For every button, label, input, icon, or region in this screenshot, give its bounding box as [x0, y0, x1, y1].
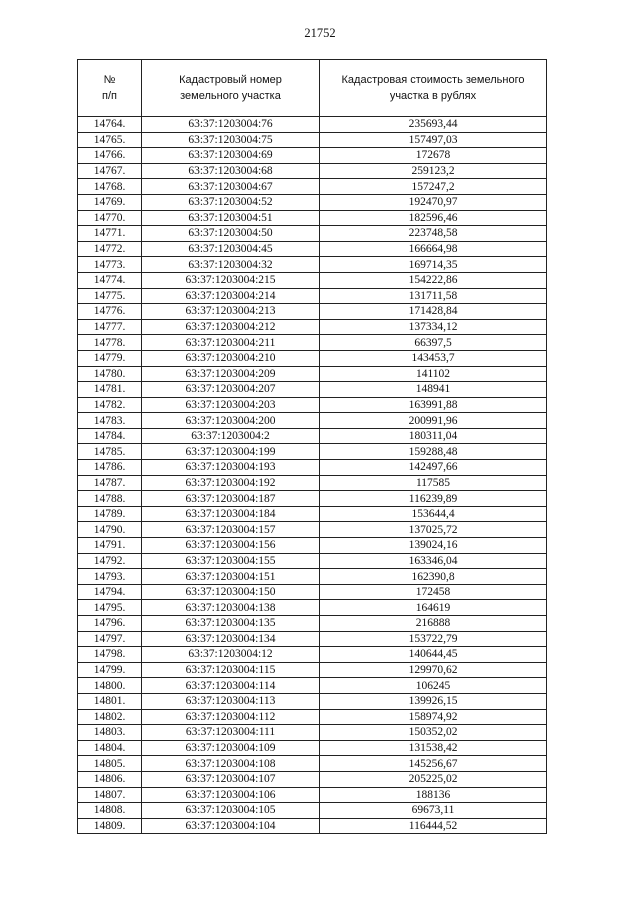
cadastral-value-cell: 69673,11: [320, 803, 547, 819]
cadastral-number-cell: 63:37:1203004:104: [142, 818, 320, 834]
cadastral-number-cell: 63:37:1203004:151: [142, 569, 320, 585]
row-number-cell: 14792.: [78, 553, 142, 569]
table-row: [78, 740, 547, 756]
cadastral-value-cell: 157247,2: [320, 179, 547, 195]
cadastral-number-cell: 63:37:1203004:106: [142, 787, 320, 803]
cadastral-value-cell: 235693,44: [320, 117, 547, 133]
cadastral-value-cell: 129970,62: [320, 662, 547, 678]
cadastral-value-cell: 180311,04: [320, 428, 547, 444]
row-number-cell: 14783.: [78, 413, 142, 429]
row-number-cell: 14769.: [78, 194, 142, 210]
table-row: [78, 600, 547, 616]
cadastral-value-cell: 137025,72: [320, 522, 547, 538]
cadastral-number-cell: 63:37:1203004:211: [142, 335, 320, 351]
cadastral-number-cell: 63:37:1203004:50: [142, 226, 320, 242]
table-row: [78, 179, 547, 195]
table-row: [78, 725, 547, 741]
cadastral-number-cell: 63:37:1203004:112: [142, 709, 320, 725]
row-number-cell: 14774.: [78, 272, 142, 288]
cadastral-value-cell: 142497,66: [320, 460, 547, 476]
cadastral-number-cell: 63:37:1203004:199: [142, 444, 320, 460]
table-row: [78, 444, 547, 460]
cadastral-value-cell: 66397,5: [320, 335, 547, 351]
row-number-cell: 14778.: [78, 335, 142, 351]
cadastral-value-cell: 106245: [320, 678, 547, 694]
table-row: [78, 132, 547, 148]
cadastral-value-table: [77, 59, 547, 834]
cadastral-value-cell: 140644,45: [320, 647, 547, 663]
row-number-cell: 14806.: [78, 771, 142, 787]
row-number-cell: 14775.: [78, 288, 142, 304]
header-cadastral-number: Кадастровый номер земельного участка: [142, 60, 320, 117]
cadastral-value-cell: 192470,97: [320, 194, 547, 210]
table-row: [78, 506, 547, 522]
row-number-cell: 14765.: [78, 132, 142, 148]
row-number-cell: 14794.: [78, 584, 142, 600]
table-row: [78, 475, 547, 491]
cadastral-value-cell: 143453,7: [320, 350, 547, 366]
row-number-cell: 14766.: [78, 148, 142, 164]
cadastral-number-cell: 63:37:1203004:51: [142, 210, 320, 226]
cadastral-number-cell: 63:37:1203004:113: [142, 693, 320, 709]
cadastral-number-cell: 63:37:1203004:209: [142, 366, 320, 382]
cadastral-value-cell: 172458: [320, 584, 547, 600]
table-row: [78, 335, 547, 351]
cadastral-number-cell: 63:37:1203004:105: [142, 803, 320, 819]
table-row: [78, 117, 547, 133]
cadastral-value-cell: 116444,52: [320, 818, 547, 834]
cadastral-number-cell: 63:37:1203004:157: [142, 522, 320, 538]
table-row: [78, 319, 547, 335]
cadastral-number-cell: 63:37:1203004:187: [142, 491, 320, 507]
page-number: 21752: [304, 26, 336, 40]
cadastral-number-cell: 63:37:1203004:52: [142, 194, 320, 210]
cadastral-number-cell: 63:37:1203004:203: [142, 397, 320, 413]
cadastral-number-cell: 63:37:1203004:213: [142, 304, 320, 320]
row-number-cell: 14791.: [78, 538, 142, 554]
table-row: [78, 350, 547, 366]
cadastral-value-cell: 137334,12: [320, 319, 547, 335]
cadastral-number-cell: 63:37:1203004:184: [142, 506, 320, 522]
table-row: [78, 818, 547, 834]
row-number-cell: 14809.: [78, 818, 142, 834]
cadastral-value-cell: 182596,46: [320, 210, 547, 226]
cadastral-value-cell: 164619: [320, 600, 547, 616]
table-row: [78, 257, 547, 273]
row-number-cell: 14808.: [78, 803, 142, 819]
row-number-cell: 14789.: [78, 506, 142, 522]
cadastral-number-cell: 63:37:1203004:212: [142, 319, 320, 335]
cadastral-number-cell: 63:37:1203004:193: [142, 460, 320, 476]
table-row: [78, 413, 547, 429]
table-row: [78, 491, 547, 507]
table-row: [78, 148, 547, 164]
table-row: [78, 771, 547, 787]
row-number-cell: 14772.: [78, 241, 142, 257]
row-number-cell: 14804.: [78, 740, 142, 756]
cadastral-value-cell: 166664,98: [320, 241, 547, 257]
cadastral-value-cell: 259123,2: [320, 163, 547, 179]
cadastral-value-cell: 139926,15: [320, 693, 547, 709]
cadastral-number-cell: 63:37:1203004:134: [142, 631, 320, 647]
row-number-cell: 14776.: [78, 304, 142, 320]
cadastral-number-cell: 63:37:1203004:68: [142, 163, 320, 179]
cadastral-number-cell: 63:37:1203004:155: [142, 553, 320, 569]
cadastral-number-cell: 63:37:1203004:138: [142, 600, 320, 616]
cadastral-number-cell: 63:37:1203004:69: [142, 148, 320, 164]
row-number-cell: 14798.: [78, 647, 142, 663]
row-number-cell: 14805.: [78, 756, 142, 772]
table-row: [78, 460, 547, 476]
cadastral-value-cell: 141102: [320, 366, 547, 382]
header-row-number: № п/п: [78, 60, 142, 117]
cadastral-value-cell: 171428,84: [320, 304, 547, 320]
row-number-cell: 14790.: [78, 522, 142, 538]
table-body: [78, 117, 547, 834]
cadastral-number-cell: 63:37:1203004:32: [142, 257, 320, 273]
table-row: [78, 366, 547, 382]
table-row: [78, 241, 547, 257]
cadastral-number-cell: 63:37:1203004:200: [142, 413, 320, 429]
table-row: [78, 709, 547, 725]
table-row: [78, 569, 547, 585]
cadastral-value-cell: 223748,58: [320, 226, 547, 242]
cadastral-number-cell: 63:37:1203004:156: [142, 538, 320, 554]
row-number-cell: 14803.: [78, 725, 142, 741]
table-row: [78, 163, 547, 179]
table-row: [78, 647, 547, 663]
header-cadastral-value: Кадастровая стоимость земельного участка в рублях: [320, 60, 547, 117]
cadastral-number-cell: 63:37:1203004:107: [142, 771, 320, 787]
table-row: [78, 584, 547, 600]
cadastral-value-cell: 205225,02: [320, 771, 547, 787]
cadastral-number-cell: 63:37:1203004:45: [142, 241, 320, 257]
cadastral-value-cell: 153722,79: [320, 631, 547, 647]
table-row: [78, 803, 547, 819]
row-number-cell: 14807.: [78, 787, 142, 803]
row-number-cell: 14801.: [78, 693, 142, 709]
cadastral-number-cell: 63:37:1203004:114: [142, 678, 320, 694]
cadastral-value-cell: 157497,03: [320, 132, 547, 148]
cadastral-value-cell: 145256,67: [320, 756, 547, 772]
row-number-cell: 14784.: [78, 428, 142, 444]
cadastral-number-cell: 63:37:1203004:75: [142, 132, 320, 148]
table-row: [78, 397, 547, 413]
table-row: [78, 522, 547, 538]
table-row: [78, 756, 547, 772]
table-row: [78, 226, 547, 242]
table-header-row: [78, 60, 547, 117]
cadastral-value-cell: 158974,92: [320, 709, 547, 725]
row-number-cell: 14797.: [78, 631, 142, 647]
table-row: [78, 272, 547, 288]
row-number-cell: 14780.: [78, 366, 142, 382]
cadastral-number-cell: 63:37:1203004:210: [142, 350, 320, 366]
cadastral-value-cell: 163991,88: [320, 397, 547, 413]
table-row: [78, 662, 547, 678]
cadastral-number-cell: 63:37:1203004:135: [142, 616, 320, 632]
row-number-cell: 14799.: [78, 662, 142, 678]
table-row: [78, 616, 547, 632]
cadastral-value-cell: 150352,02: [320, 725, 547, 741]
row-number-cell: 14793.: [78, 569, 142, 585]
table-row: [78, 693, 547, 709]
row-number-cell: 14785.: [78, 444, 142, 460]
table-row: [78, 631, 547, 647]
row-number-cell: 14777.: [78, 319, 142, 335]
table-row: [78, 382, 547, 398]
row-number-cell: 14786.: [78, 460, 142, 476]
row-number-cell: 14770.: [78, 210, 142, 226]
cadastral-value-cell: 163346,04: [320, 553, 547, 569]
cadastral-value-cell: 131538,42: [320, 740, 547, 756]
row-number-cell: 14764.: [78, 117, 142, 133]
row-number-cell: 14800.: [78, 678, 142, 694]
row-number-cell: 14787.: [78, 475, 142, 491]
table-row: [78, 678, 547, 694]
row-number-cell: 14781.: [78, 382, 142, 398]
cadastral-number-cell: 63:37:1203004:115: [142, 662, 320, 678]
cadastral-value-cell: 154222,86: [320, 272, 547, 288]
cadastral-value-cell: 117585: [320, 475, 547, 491]
table-row: [78, 428, 547, 444]
cadastral-value-cell: 153644,4: [320, 506, 547, 522]
row-number-cell: 14768.: [78, 179, 142, 195]
row-number-cell: 14788.: [78, 491, 142, 507]
cadastral-value-cell: 200991,96: [320, 413, 547, 429]
row-number-cell: 14802.: [78, 709, 142, 725]
cadastral-number-cell: 63:37:1203004:214: [142, 288, 320, 304]
cadastral-number-cell: 63:37:1203004:215: [142, 272, 320, 288]
table-row: [78, 194, 547, 210]
table-row: [78, 787, 547, 803]
row-number-cell: 14771.: [78, 226, 142, 242]
cadastral-value-cell: 159288,48: [320, 444, 547, 460]
row-number-cell: 14779.: [78, 350, 142, 366]
cadastral-number-cell: 63:37:1203004:109: [142, 740, 320, 756]
row-number-cell: 14782.: [78, 397, 142, 413]
cadastral-value-cell: 216888: [320, 616, 547, 632]
cadastral-number-cell: 63:37:1203004:150: [142, 584, 320, 600]
cadastral-value-cell: 172678: [320, 148, 547, 164]
cadastral-value-cell: 116239,89: [320, 491, 547, 507]
row-number-cell: 14795.: [78, 600, 142, 616]
cadastral-value-cell: 131711,58: [320, 288, 547, 304]
cadastral-value-cell: 139024,16: [320, 538, 547, 554]
table-row: [78, 210, 547, 226]
cadastral-number-cell: 63:37:1203004:67: [142, 179, 320, 195]
cadastral-value-cell: 169714,35: [320, 257, 547, 273]
cadastral-value-cell: 188136: [320, 787, 547, 803]
row-number-cell: 14767.: [78, 163, 142, 179]
row-number-cell: 14796.: [78, 616, 142, 632]
cadastral-number-cell: 63:37:1203004:192: [142, 475, 320, 491]
table-row: [78, 538, 547, 554]
cadastral-number-cell: 63:37:1203004:111: [142, 725, 320, 741]
table-row: [78, 304, 547, 320]
cadastral-number-cell: 63:37:1203004:207: [142, 382, 320, 398]
row-number-cell: 14773.: [78, 257, 142, 273]
cadastral-number-cell: 63:37:1203004:108: [142, 756, 320, 772]
table-row: [78, 288, 547, 304]
cadastral-number-cell: 63:37:1203004:76: [142, 117, 320, 133]
cadastral-value-cell: 162390,8: [320, 569, 547, 585]
cadastral-number-cell: 63:37:1203004:2: [142, 428, 320, 444]
cadastral-value-cell: 148941: [320, 382, 547, 398]
table-row: [78, 553, 547, 569]
cadastral-number-cell: 63:37:1203004:12: [142, 647, 320, 663]
